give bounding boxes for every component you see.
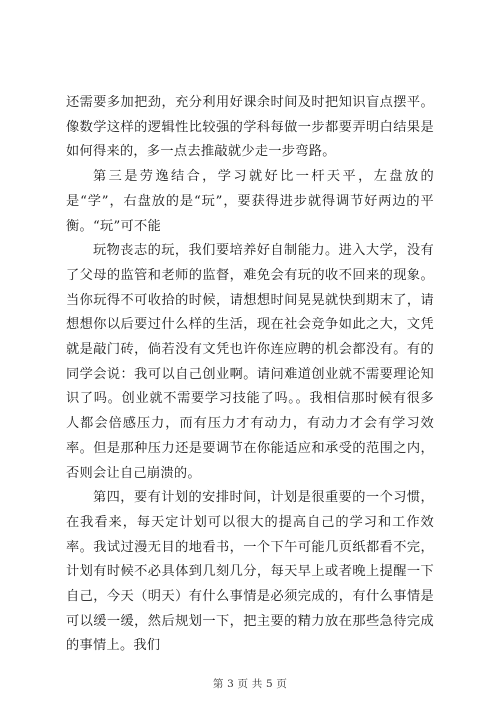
body-text: [66, 91, 434, 659]
paragraph-balance-work-play: 第三是劳逸结合，学习就好比一杆天平，左盘放的是“学”，右盘放的是“玩”，要获得进步就得调节好两边的平衡。“玩”可不能: [66, 169, 434, 234]
paragraph-time-planning: 第四，要有计划的安排时间，计划是很重要的一个习惯，在我看来，每天定计划可以很大的提高自己的学习和工作效率。我试过漫无目的地看书，一个下午可能几页纸都看不完，计划有时候不必具体到几刻几分，每天早上或者晚上提醒一下自己，今天（明天）有什么事情是必须完成的，有什么事情是可以缓一缓，然后规划一下，把主要的精力放在那些急待完成的事情上。我们: [66, 490, 434, 654]
paragraph-self-control: 玩物丧志的玩，我们要培养好自制能力。进入大学，没有了父母的监管和老师的监督，难免会有玩的收不回来的现象。当你玩得不可收拾的时候，请想想时间晃晃就快到期末了，请想想你以后要过什么样的生活，现在社会竞争如此之大，文凭就是敲门砖，倘若没有文凭也许你连应聘的机会都没有。有的同学会说：我可以自己创业啊。请问难道创业就不需要理论知识了吗。创业就不需要学习技能了吗。。我相信那时候有很多人都会倍感压力，而有压力才有动力，有动力才会有学习效率。但是那种压力还是要调节在你能适应和承受的范围之内，否则会让自己崩溃的。: [66, 243, 434, 481]
paragraph-study-tips: 还需要多加把劲，充分利用好课余时间及时把知识盲点摆平。像数学这样的逻辑性比较强的学科每做一步都要弄明白结果是如何得来的，多一点去推敲就少走一步弯路。: [66, 95, 434, 160]
page-number-footer: 第 3 页 共 5 页: [212, 678, 288, 690]
